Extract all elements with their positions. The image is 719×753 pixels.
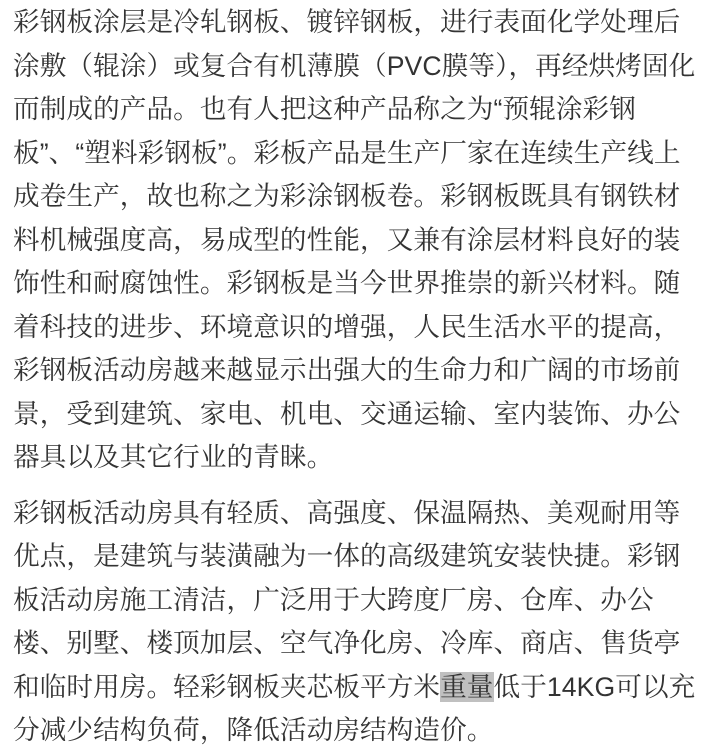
paragraph-steel-plate-intro: 彩钢板涂层是冷轧钢板、镀锌钢板，进行表面化学处理后涂敷（辊涂）或复合有机薄膜（PVC膜等），再经烘烤固化而制成的产品。也有人把这种产品称之为“预辊涂彩钢板”、“塑料彩钢板”。彩板产品是生产厂家在连续生产线上成卷生产，故也称之为彩涂钢板卷。彩钢板既具有钢铁材料机械强度高，易成型的性能，又兼有涂层材料良好的装饰性和耐腐蚀性。彩钢板是当今世界推崇的新兴材料。随着科技的进步、环境意识的增强，人民生活水平的提高，彩钢板活动房越来越显示出强大的生命力和广阔的市场前景，受到建筑、家电、机电、交通运输、室内装饰、办公器具以及其它行业的青睐。 [13,7,696,472]
highlighted-term: 重量 [440,671,494,702]
paragraph-mobile-house-advantages: 彩钢板活动房具有轻质、高强度、保温隔热、美观耐用等优点，是建筑与装潢融为一体的高级建筑安装快捷。彩钢板活动房施工清洁，广泛用于大跨度厂房、仓库、办公楼、别墅、楼顶加层、空气净化房、冷库、商店、售货亭和临时用房。轻彩钢板夹芯板平方米重量低于14KG可以充分减少结构负荷，降低活动房结构造价。 [13,497,696,745]
